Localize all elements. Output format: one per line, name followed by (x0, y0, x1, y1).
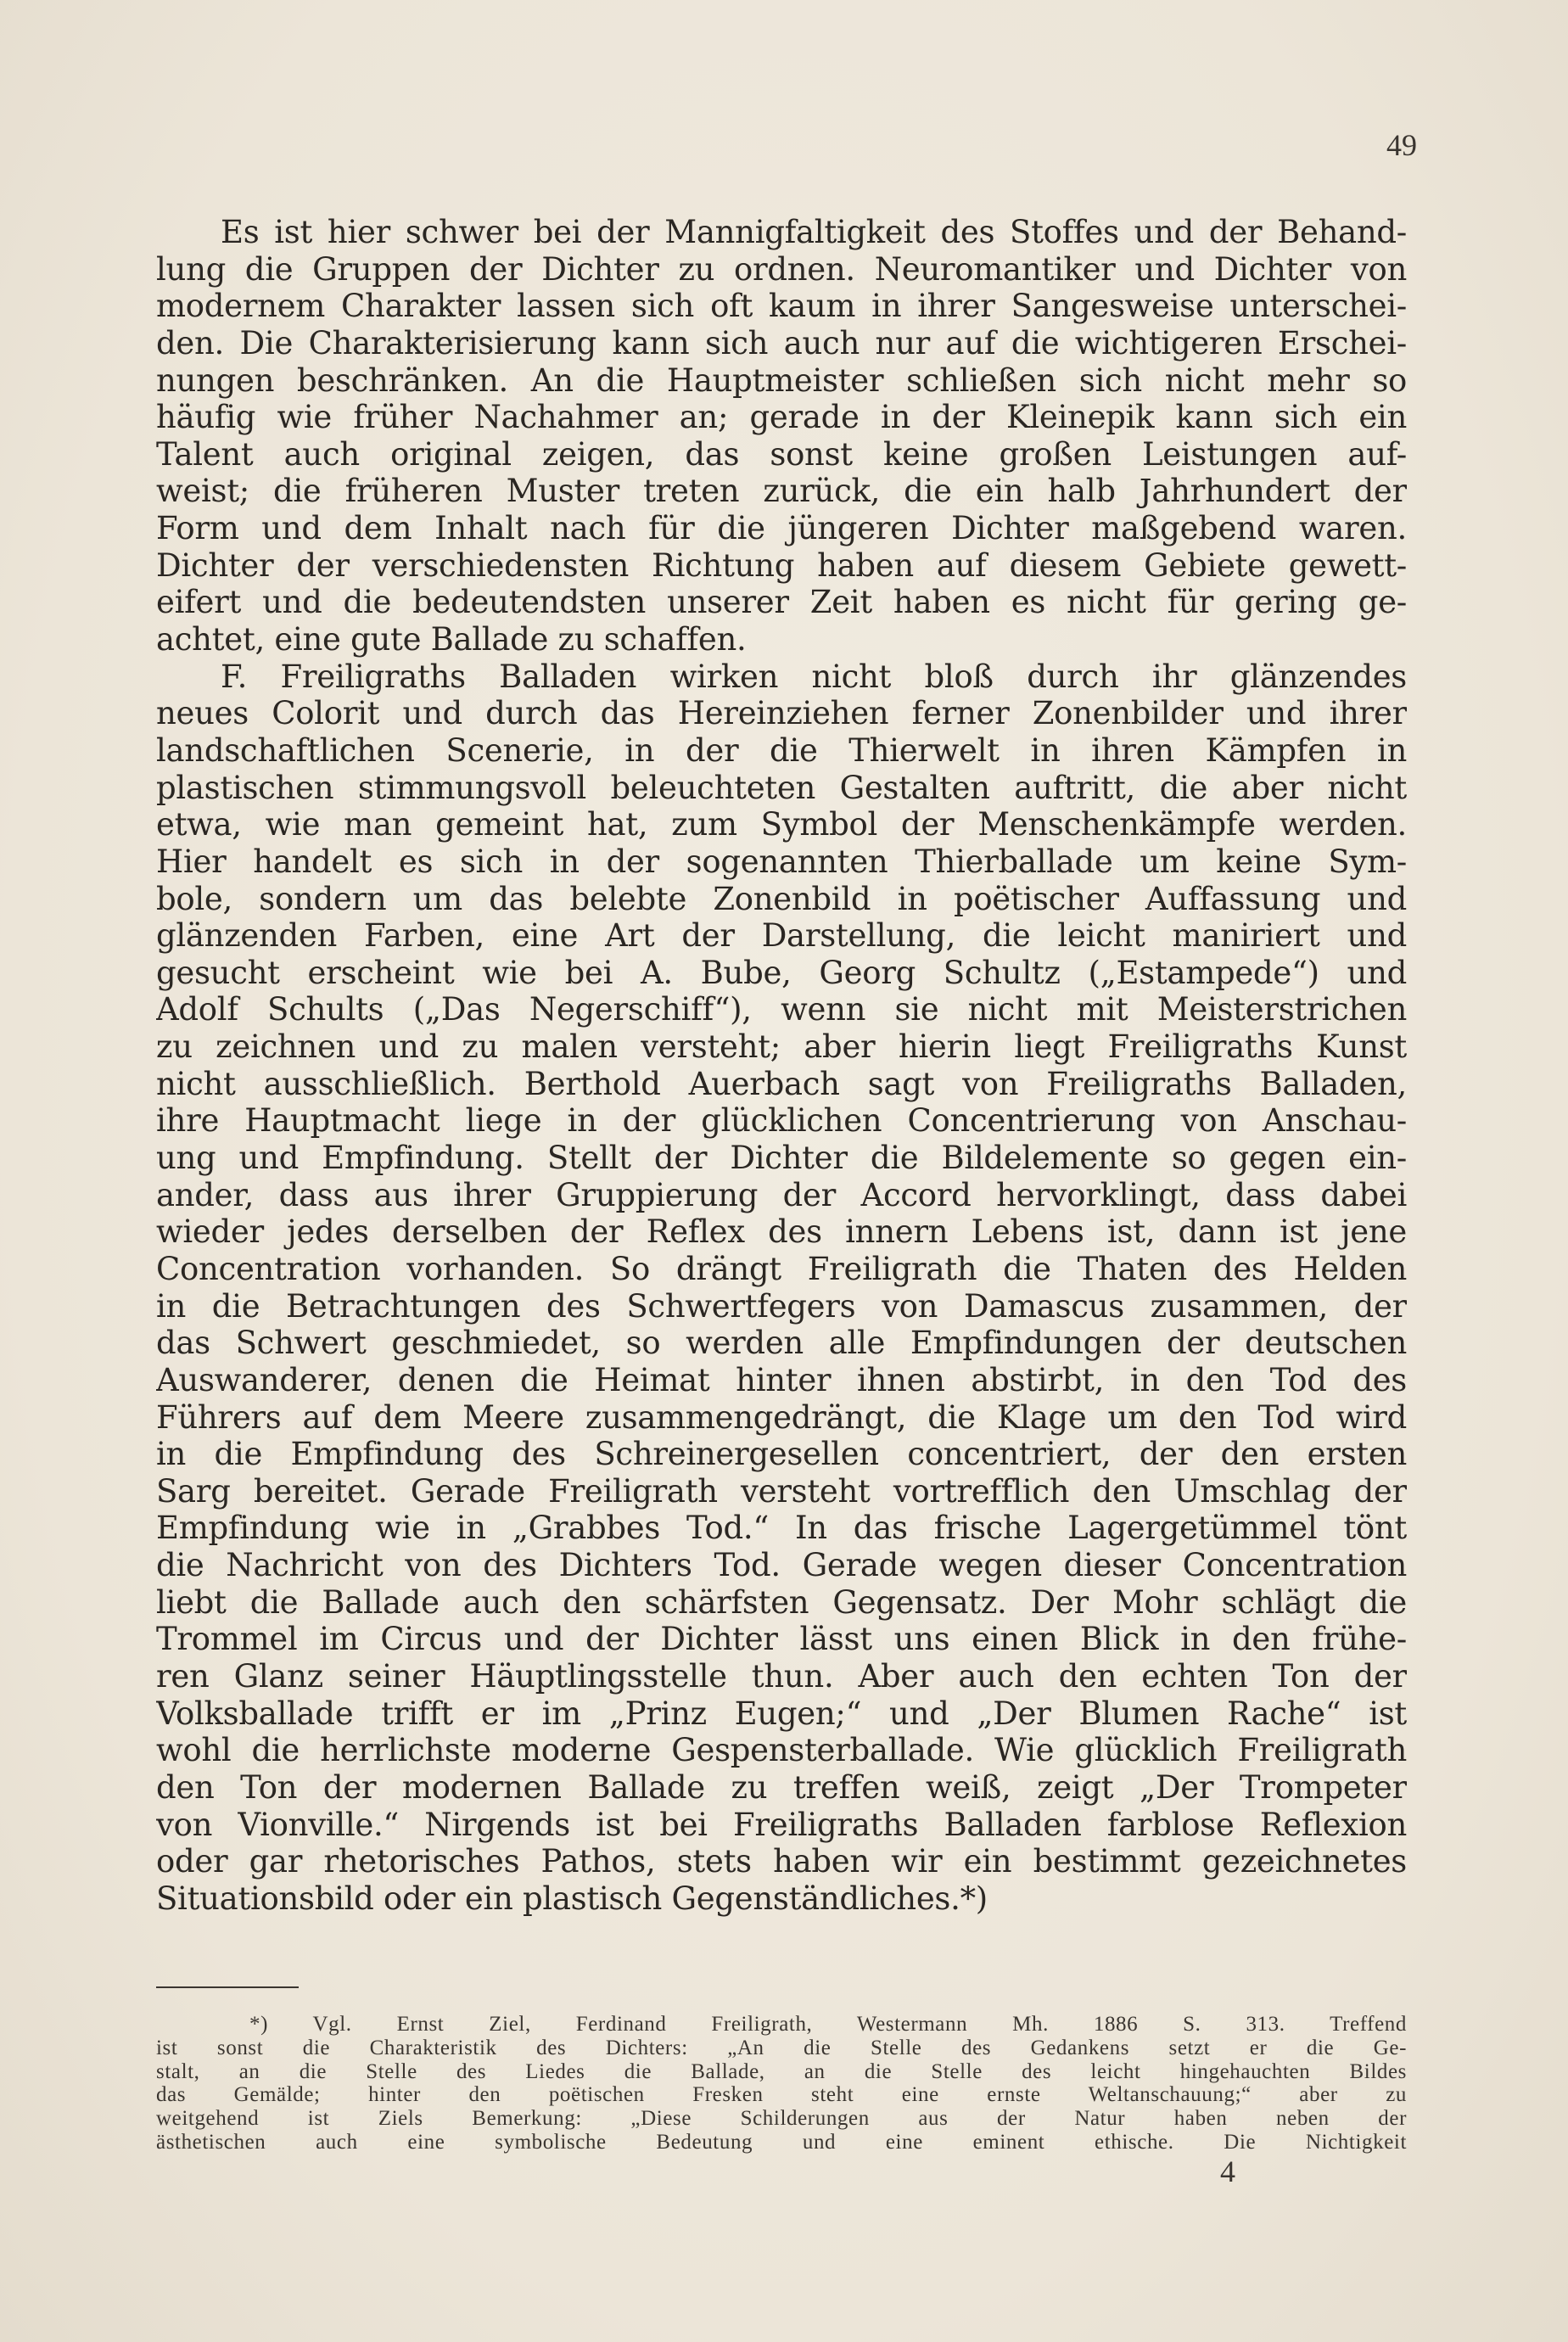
body-line: liebt die Ballade auch den schärfsten Gegensatz. Der Mohr schlägt die (156, 1583, 1407, 1621)
footnote-line: das Gemälde; hinter den poëtischen Fresken steht eine ernste Weltanschauung;“ aber zu (156, 2083, 1407, 2107)
body-line: Form und dem Inhalt nach für die jüngeren Dichter maßgebend waren. (156, 510, 1407, 547)
body-line: in die Betrachtungen des Schwertfegers von Damascus zusammen, der (156, 1287, 1407, 1325)
body-line: zu zeichnen und zu malen versteht; aber hierin liegt Freiligraths Kunst (156, 1028, 1407, 1066)
body-line: nungen beschränken. An die Hauptmeister schließen sich nicht mehr so (156, 361, 1407, 399)
body-line: Volksballade trifft er im „Prinz Eugen;“ und „Der Blumen Rache“ ist (156, 1695, 1407, 1732)
body-line: Dichter der verschiedensten Richtung haben auf diesem Gebiete gewett- (156, 546, 1407, 584)
body-line: ren Glanz seiner Häuptlingsstelle thun. Aber auch den echten Ton der (156, 1657, 1407, 1695)
body-line: das Schwert geschmiedet, so werden alle Empfindungen der deutschen (156, 1325, 1407, 1362)
body-line: Führers auf dem Meere zusammengedrängt, die Klage um den Tod wird (156, 1398, 1407, 1436)
body-line: in die Empfindung des Schreinergesellen concentriert, der den ersten (156, 1436, 1407, 1473)
body-line: die Nachricht von des Dichters Tod. Gerade wegen dieser Concentration (156, 1547, 1407, 1584)
footnote-line: ästhetischen auch eine symbolische Bedeutung und eine eminent ethische. Die Nichtigkeit (156, 2130, 1407, 2154)
body-line: den. Die Charakterisierung kann sich auch nur auf die wichtigeren Erschei- (156, 324, 1407, 361)
body-line: den Ton der modernen Ballade zu treffen weiß, zeigt „Der Trompeter (156, 1768, 1407, 1806)
body-line: F. Freiligraths Balladen wirken nicht bloß durch ihr glänzendes (221, 658, 1407, 695)
body-line: landschaftlichen Scenerie, in der die Thierwelt in ihren Kämpfen in (156, 731, 1407, 769)
body-line: Empfindung wie in „Grabbes Tod.“ In das frische Lagergetümmel tönt (156, 1510, 1407, 1547)
body-line: eifert und die bedeutendsten unserer Zeit haben es nicht für gering ge- (156, 584, 1407, 621)
body-line: ihre Hauptmacht liege in der glücklichen Concentrierung von Anschau- (156, 1102, 1407, 1140)
body-line: ung und Empfindung. Stellt der Dichter die Bildelemente so gegen ein- (156, 1140, 1407, 1177)
footnote-line: ist sonst die Charakteristik des Dichters: „An die Stelle des Gedankens setzt er die Ge- (156, 2036, 1407, 2059)
footnote-line: *) Vgl. Ernst Ziel, Ferdinand Freiligrath, Westermann Mh. 1886 S. 313. Treffend (249, 2013, 1407, 2036)
signature-mark: 4 (1220, 2154, 1235, 2188)
body-line: nicht ausschließlich. Berthold Auerbach sagt von Freiligraths Balladen, (156, 1065, 1407, 1102)
body-line: Situationsbild oder ein plastisch Gegenständliches.*) (156, 1880, 988, 1917)
body-line: von Vionville.“ Nirgends ist bei Freiligraths Balladen farblose Reflexion (156, 1806, 1407, 1843)
footnote-line: weitgehend ist Ziels Bemerkung: „Diese Schilderungen aus der Natur haben neben der (156, 2107, 1407, 2131)
footnote (156, 2013, 1407, 2154)
body-line: häufig wie früher Nachahmer an; gerade in der Kleinepik kann sich ein (156, 399, 1407, 436)
body-line: Es ist hier schwer bei der Mannigfaltigkeit des Stoffes und der Behand- (221, 214, 1407, 250)
footnote-line: stalt, an die Stelle des Liedes die Ballade, an die Stelle des leicht hingehauchten Bildes (156, 2059, 1407, 2083)
body-line: Auswanderer, denen die Heimat hinter ihnen abstirbt, in den Tod des (156, 1361, 1407, 1398)
body-line: etwa, wie man gemeint hat, zum Symbol der Menschenkämpfe werden. (156, 806, 1407, 843)
body-line: oder gar rhetorisches Pathos, stets haben wir ein bestimmt gezeichnetes (156, 1843, 1407, 1880)
body-line: Sarg bereitet. Gerade Freiligrath versteht vortrefflich den Umschlag der (156, 1472, 1407, 1510)
body-line: lung die Gruppen der Dichter zu ordnen. Neuromantiker und Dichter von (156, 250, 1407, 288)
page-number: 49 (1386, 128, 1417, 162)
body-line: gesucht erscheint wie bei A. Bube, Georg Schultz („Estampede“) und (156, 954, 1407, 991)
body-line: modernem Charakter lassen sich oft kaum in ihrer Sangesweise unterschei- (156, 288, 1407, 325)
body-line: Adolf Schults („Das Negerschiff“), wenn sie nicht mit Meisterstrichen (156, 991, 1407, 1028)
body-line: Talent auch original zeigen, das sonst keine großen Leistungen auf- (156, 435, 1407, 473)
body-line: wieder jedes derselben der Reflex des innern Lebens ist, dann ist jene (156, 1213, 1407, 1251)
body-line: Hier handelt es sich in der sogenannten Thierballade um keine Sym- (156, 843, 1407, 880)
body-line: weist; die früheren Muster treten zurück, die ein halb Jahrhundert der (156, 473, 1407, 510)
body-line: glänzenden Farben, eine Art der Darstellung, die leicht maniriert und (156, 917, 1407, 955)
body-line: Concentration vorhanden. So drängt Freiligrath die Thaten des Helden (156, 1250, 1407, 1287)
body-line: ander, dass aus ihrer Gruppierung der Accord hervorklingt, dass dabei (156, 1176, 1407, 1213)
footnote-divider (156, 1986, 299, 1988)
body-line: neues Colorit und durch das Hereinziehen ferner Zonenbilder und ihrer (156, 695, 1407, 732)
body-line: bole, sondern um das belebte Zonenbild in poëtischer Auffassung und (156, 880, 1407, 917)
body-line: Trommel im Circus und der Dichter lässt uns einen Blick in den frühe- (156, 1621, 1407, 1658)
body-line: achtet, eine gute Ballade zu schaffen. (156, 621, 747, 658)
body-line: plastischen stimmungsvoll beleuchteten Gestalten auftritt, die aber nicht (156, 769, 1407, 806)
body-text (156, 214, 1407, 1917)
body-line: wohl die herrlichste moderne Gespensterballade. Wie glücklich Freiligrath (156, 1732, 1407, 1769)
